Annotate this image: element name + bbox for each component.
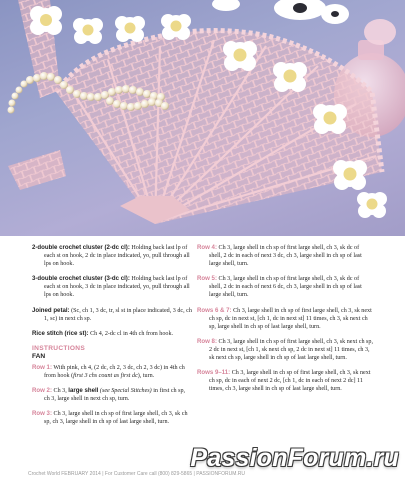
row-text: Ch 3, large shell in ch sp of first large shell, ch 3, sk dc of shell, 2 dc in each of next 3 dc, ch 3, large shell in ch sp of last large shell, turn. [209,245,362,268]
page-footer: Crochet World FEBRUARY 2014 | For Customer Care call (800) 829-5865 | PASSIONFORUM.RU [28,471,246,477]
stitch-term: 3-double crochet cluster (3-dc cl): [32,275,130,283]
row-label: Row 8: [197,337,217,345]
fan-subheading: FAN [32,352,46,360]
row-text: in first ch sp, ch 3, large shell in next ch sp, turn. [44,388,186,403]
right-column [197,244,373,400]
row-text: With pink, ch 4, (2 dc, ch 2, 3 dc, ch 2, 3 dc) in 4th ch from hook ( [44,364,185,379]
left-column [32,244,192,433]
stitch-term: Joined petal: [32,306,70,314]
stitch-definition [32,275,192,299]
row-text: Ch 3, large shell in ch sp of first large shell, ch 3, sk ch sp, ch 3, large shell in ch sp of last large shell, turn. [44,411,188,426]
row-text-italic: first 3 chs count as first dc [73,372,138,379]
stitch-definition [32,244,192,268]
row-text: Ch 3, large shell in ch sp of first large shell, ch 3, sk next ch sp, 2 dc in next st, [ch 1, sk next ch sp, 2 dc in next st] 11 times, ch 3, sk next ch sp, large shell in ch sp of last large shell, turn. [209,338,373,362]
row-text: Ch 3, large shell in ch sp of first large shell, ch 3, sk dc of shell, 2 dc in each of next 6 dc, ch 3, large shell in ch sp of last large shell, turn. [209,276,362,299]
row-text-bold: large shell [68,387,99,395]
row-instruction [197,338,373,362]
stitch-definition [32,307,192,323]
row-text: Ch 3, large shell in ch sp of first large shell, ch 3, sk next ch sp, dc in next st, [ch 1, dc in next st] 11 times, ch 3, sk next ch sp, large shell in ch sp of last large shell, turn. [209,307,372,330]
stitch-text: Ch 4, 2-dc cl in 4th ch from hook. [90,330,174,337]
row-label: Row 1: [32,363,52,371]
row-instruction [197,275,373,299]
stitch-term: 2-double crochet cluster (2-dc cl): [32,244,130,251]
row-instruction [32,410,192,426]
doily-illustration [0,0,405,236]
row-instruction [197,369,373,393]
stitch-definition [32,330,192,338]
doily-photo [0,0,405,236]
stitch-text: (Sc, ch 1, 3 dc, tr, sl st in place indicated, 3 dc, ch 1, sc) in next ch sp. [44,307,192,322]
site-watermark: PassionForum.ru [190,444,399,472]
row-instruction [32,387,192,403]
row-label: Rows 6 & 7: [197,306,232,314]
row-label: Row 3: [32,410,52,418]
row-label: Rows 9–11: [197,369,231,377]
row-text: Ch 3, large shell in ch sp of first large shell, ch 3, sk next ch sp, dc in each of next 2 dc, [ch 1, dc in each of next 2 dc] 11 times, ch 3, large shell in ch sp of last large shell, turn. [209,370,371,393]
row-text: Ch 3, [53,388,69,395]
stitch-text: Holding back last lp of each st on hook, 2 dc in place indicated, yo, pull through all lps on hook. [44,245,190,268]
stitch-text: Holding back last lp of each st on hook, 3 dc in place indicated, yo, pull through all lps on hook. [44,276,190,299]
row-instruction [197,307,373,331]
stitch-term: Rice stitch (rice st): [32,329,89,337]
row-label: Row 4: [197,244,217,251]
row-label: Row 5: [197,275,217,283]
instructions-heading: INSTRUCTIONS [32,344,86,352]
row-instruction [197,244,373,268]
row-text-italic: (see Special Stitches) [98,388,152,395]
row-label: Row 2: [32,387,52,395]
row-instruction [32,364,192,380]
row-text: ), turn. [137,372,155,379]
